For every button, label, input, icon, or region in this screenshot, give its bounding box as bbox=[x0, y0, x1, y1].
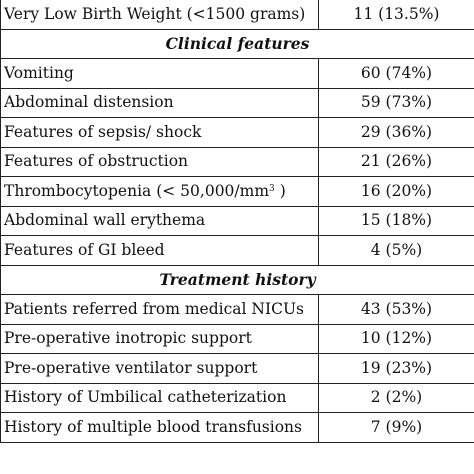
table-row bbox=[1, 383, 474, 413]
table-row bbox=[1, 177, 474, 207]
row-value: 4 (5%) bbox=[319, 236, 474, 266]
table-row bbox=[1, 0, 474, 29]
table-row bbox=[1, 354, 474, 384]
row-label: Features of GI bleed bbox=[1, 236, 319, 266]
row-value: 16 (20%) bbox=[319, 177, 474, 207]
table-row bbox=[1, 324, 474, 354]
row-value: 10 (12%) bbox=[319, 324, 474, 354]
table-row bbox=[1, 59, 474, 89]
table-row bbox=[1, 206, 474, 236]
row-label-tail: ) bbox=[274, 181, 286, 200]
section-header-row bbox=[1, 265, 474, 295]
row-value: 43 (53%) bbox=[319, 295, 474, 325]
row-label-main: Thrombocytopenia (< 50,000/mm bbox=[4, 181, 270, 200]
row-label: Patients referred from medical NICUs bbox=[1, 295, 319, 325]
row-value: 7 (9%) bbox=[319, 413, 474, 443]
row-label: Vomiting bbox=[1, 59, 319, 89]
table-row bbox=[1, 118, 474, 148]
row-value: 19 (23%) bbox=[319, 354, 474, 384]
row-label bbox=[1, 177, 319, 207]
row-label: Very Low Birth Weight (<1500 grams) bbox=[1, 0, 319, 29]
table-row bbox=[1, 413, 474, 443]
row-value: 29 (36%) bbox=[319, 118, 474, 148]
row-label-superscript: 3 bbox=[269, 183, 275, 194]
row-label: Pre-operative inotropic support bbox=[1, 324, 319, 354]
row-label: Pre-operative ventilator support bbox=[1, 354, 319, 384]
row-value: 21 (26%) bbox=[319, 147, 474, 177]
row-label: Features of sepsis/ shock bbox=[1, 118, 319, 148]
row-value: 59 (73%) bbox=[319, 88, 474, 118]
section-header-row bbox=[1, 29, 474, 59]
table-row bbox=[1, 88, 474, 118]
row-value: 2 (2%) bbox=[319, 383, 474, 413]
row-label: Abdominal wall erythema bbox=[1, 206, 319, 236]
row-label: Features of obstruction bbox=[1, 147, 319, 177]
row-label: History of multiple blood transfusions bbox=[1, 413, 319, 443]
section-title: Clinical features bbox=[1, 29, 474, 59]
table-row bbox=[1, 295, 474, 325]
table-row bbox=[1, 236, 474, 266]
row-label: Abdominal distension bbox=[1, 88, 319, 118]
table-row bbox=[1, 147, 474, 177]
section-title: Treatment history bbox=[1, 265, 474, 295]
row-value: 60 (74%) bbox=[319, 59, 474, 89]
row-label: History of Umbilical catheterization bbox=[1, 383, 319, 413]
row-value: 11 (13.5%) bbox=[319, 0, 474, 29]
row-value: 15 (18%) bbox=[319, 206, 474, 236]
